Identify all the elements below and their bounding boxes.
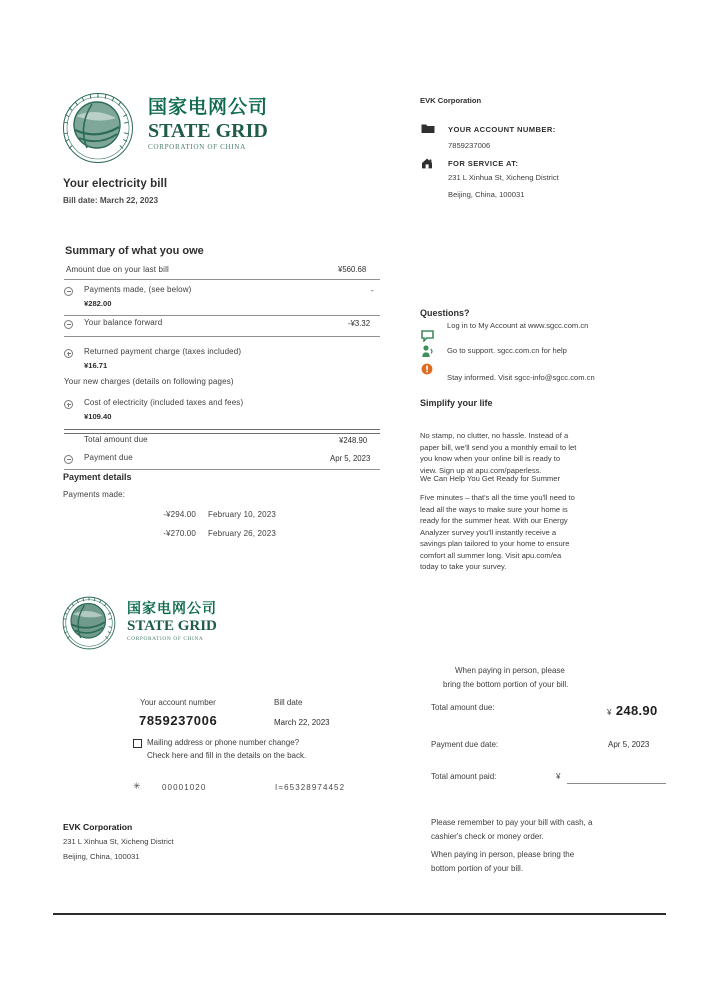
plus-circle-icon xyxy=(64,400,73,409)
stub-account-number: 7859237006 xyxy=(139,713,218,728)
page-title: Your electricity bill xyxy=(63,178,168,190)
service-address-line2: Beijing, China, 100031 xyxy=(448,190,525,199)
address-change-checkbox[interactable] xyxy=(133,739,142,748)
stub-account-label: Your account number xyxy=(140,698,216,707)
reminder-line3: When paying in person, please bring the xyxy=(431,850,575,859)
currency-symbol: ¥ xyxy=(607,708,612,717)
reminder-line4: bottom portion of your bill. xyxy=(431,864,524,873)
support-person-icon xyxy=(421,345,434,358)
promo-paragraph: Five minutes – that's all the time you'll need to lead all the ways to make sure your home is ready for the summer heat. With our Energy Analyzer survey you'll instantly receive a savings plan tailored to your home to ensure comfort all summer long. Visit apu.com/ea today to take your survey. xyxy=(420,493,575,571)
payment-entry-date: February 10, 2023 xyxy=(208,510,276,519)
state-grid-globe-icon xyxy=(62,92,134,164)
summary-row-subamount: ¥16.71 xyxy=(84,361,108,370)
minus-circle-icon xyxy=(64,287,73,296)
logo-subtitle: CORPORATION OF CHINA xyxy=(148,143,246,151)
remit-address-line2: Beijing, China, 100031 xyxy=(63,852,140,861)
reminder-line2: cashier's check or money order. xyxy=(431,832,544,841)
service-address-line1: 231 L Xinhua St, Xicheng District xyxy=(448,173,559,182)
summary-row-label: Your balance forward xyxy=(84,318,163,327)
minus-circle-icon xyxy=(64,320,73,329)
question-item-text[interactable]: Go to support. sgcc.com.cn for help xyxy=(447,346,567,355)
customer-name: EVK Corporation xyxy=(420,96,482,105)
divider xyxy=(64,336,380,337)
stub-total-due-currency xyxy=(607,702,657,720)
stub-total-due-value: 248.90 xyxy=(615,703,658,718)
state-grid-logo-top xyxy=(62,92,292,174)
account-number-label: YOUR ACCOUNT NUMBER: xyxy=(448,125,556,134)
payments-made-subtitle: Payments made: xyxy=(63,490,126,499)
divider xyxy=(64,315,380,316)
state-grid-logo-stub xyxy=(62,596,262,658)
total-paid-input[interactable] xyxy=(567,782,666,784)
payment-due-date: Apr 5, 2023 xyxy=(330,454,371,463)
cost-of-electricity-amount: ¥109.40 xyxy=(84,412,112,421)
service-address-label: FOR SERVICE AT: xyxy=(448,159,519,168)
payment-entry-amount: -¥270.00 xyxy=(163,529,196,538)
summary-title: Summary of what you owe xyxy=(65,245,204,257)
total-due-label: Total amount due xyxy=(84,435,148,444)
logo-english-name: STATE GRID xyxy=(148,120,268,142)
summary-row-label: Payments made, (see below) xyxy=(84,285,192,294)
payment-due-label: Payment due xyxy=(84,453,133,462)
address-change-line2: Check here and fill in the details on the back. xyxy=(147,751,307,760)
stub-total-paid-label: Total amount paid: xyxy=(431,772,497,781)
summary-row-amount: -¥3.32 xyxy=(348,319,371,328)
stub-due-date-label: Payment due date: xyxy=(431,740,499,749)
remit-name: EVK Corporation xyxy=(63,822,133,832)
stub-total-paid-currency: ¥ xyxy=(556,772,561,781)
new-charges-label: Your new charges (details on following pages) xyxy=(64,377,234,386)
stub-due-date-value: Apr 5, 2023 xyxy=(608,740,650,749)
bottom-divider xyxy=(53,913,666,915)
logo-english-name: STATE GRID xyxy=(127,618,217,634)
reminder-line1: Please remember to pay your bill with cash, a xyxy=(431,818,593,827)
divider xyxy=(64,469,380,470)
house-icon xyxy=(421,157,434,170)
logo-chinese-name: 国家电网公司 xyxy=(148,96,269,118)
summary-row-amount: - xyxy=(371,286,374,295)
stub-instruction-line1: When paying in person, please xyxy=(455,666,565,675)
last-bill-amount: ¥560.68 xyxy=(338,265,367,274)
bill-date: Bill date: March 22, 2023 xyxy=(63,196,159,205)
divider-double xyxy=(64,429,380,434)
remit-address-line1: 231 L Xinhua St, Xicheng District xyxy=(63,837,174,846)
question-item-text[interactable]: Stay informed. Visit sgcc-info@sgcc.com.cn xyxy=(447,373,595,382)
plus-circle-icon xyxy=(64,349,73,358)
chat-bubble-icon xyxy=(421,330,434,342)
summary-row-subamount: ¥282.00 xyxy=(84,299,112,308)
divider xyxy=(64,279,380,280)
cost-of-electricity-label: Cost of electricity (included taxes and fees) xyxy=(84,398,244,407)
questions-title: Questions? xyxy=(420,308,470,318)
address-change-line1: Mailing address or phone number change? xyxy=(147,738,300,747)
scan-marker-icon: ✳ xyxy=(133,781,141,791)
stub-bill-date-label: Bill date xyxy=(274,698,303,707)
promo-heading: We Can Help You Get Ready for Summer xyxy=(420,474,560,483)
simplify-paragraph: No stamp, no clutter, no hassle. Instead of a paper bill, we'll send you a monthly email to let you know when your online bill is ready to view. Sign up at apu.com/paperless. xyxy=(420,431,577,475)
scan-line-right: I=65328974452 xyxy=(275,783,346,792)
stub-total-due-label: Total amount due: xyxy=(431,703,495,712)
minus-circle-icon xyxy=(64,455,73,464)
folder-icon xyxy=(421,122,435,134)
stub-instruction-line2: bring the bottom portion of your bill. xyxy=(443,680,569,689)
payment-details-title: Payment details xyxy=(63,472,132,482)
account-number-value: 7859237006 xyxy=(448,141,491,150)
state-grid-globe-icon xyxy=(62,596,116,650)
simplify-title: Simplify your life xyxy=(420,398,493,408)
last-bill-label: Amount due on your last bill xyxy=(66,265,169,274)
question-item-text[interactable]: Log in to My Account at www.sgcc.com.cn xyxy=(447,321,589,330)
stub-bill-date-value: March 22, 2023 xyxy=(274,718,330,727)
info-circle-icon xyxy=(421,363,433,375)
total-due-amount: ¥248.90 xyxy=(339,436,368,445)
logo-subtitle: CORPORATION OF CHINA xyxy=(127,636,204,642)
scan-line-left: 00001020 xyxy=(162,783,207,792)
payment-entry-amount: -¥294.00 xyxy=(163,510,196,519)
logo-chinese-name: 国家电网公司 xyxy=(127,601,217,617)
payment-entry-date: February 26, 2023 xyxy=(208,529,276,538)
summary-row-label: Returned payment charge (taxes included) xyxy=(84,347,242,356)
